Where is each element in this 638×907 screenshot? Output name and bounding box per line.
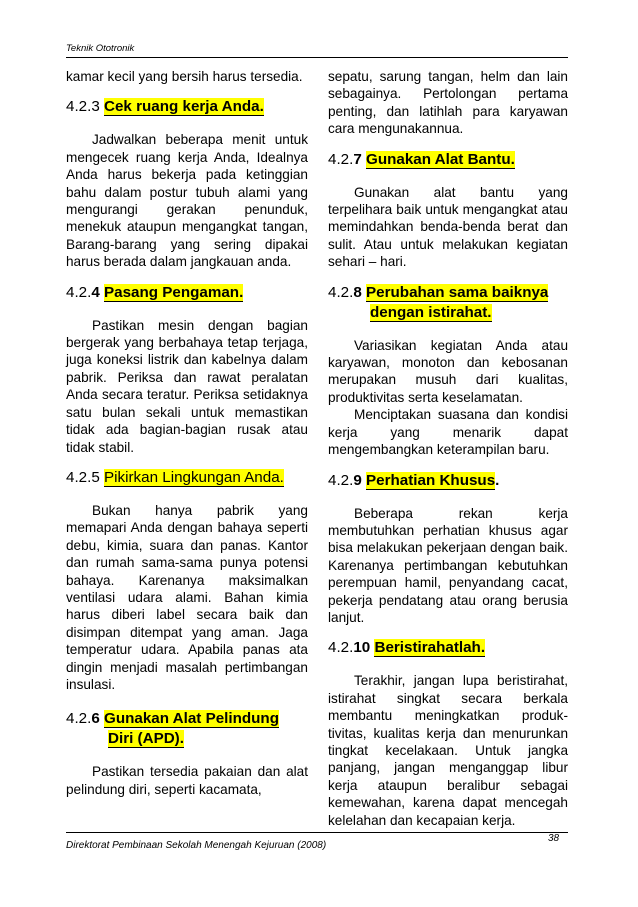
heading-title: Perhatian Khusus bbox=[366, 471, 496, 489]
heading-4-2-9 bbox=[328, 471, 568, 491]
left-column bbox=[66, 68, 308, 798]
heading-number: 4.2.7 bbox=[328, 150, 362, 168]
heading-number: 4.2.5 bbox=[66, 468, 100, 486]
header-rule bbox=[66, 57, 568, 58]
heading-4-2-4 bbox=[66, 283, 308, 303]
right-column bbox=[328, 68, 568, 829]
paragraph-4-2-6: Pastikan tersedia pakaian dan alat pelindung diri, seperti kacamata, bbox=[66, 764, 308, 797]
heading-4-2-7 bbox=[328, 150, 568, 170]
heading-4-2-10 bbox=[328, 638, 568, 658]
heading-title: Cek ruang kerja Anda. bbox=[104, 98, 264, 116]
left-intro-text: kamar kecil yang bersih harus tersedia. bbox=[66, 69, 303, 84]
right-intro-text: sepatu, sarung tangan, helm dan lain sebagainya. Pertolongan pertama penting, dan latihlah para karyawan cara mengunakannua. bbox=[328, 69, 568, 137]
footer-text: Direktorat Pembinaan Sekolah Menengah Kejuruan (2008) bbox=[66, 840, 327, 851]
heading-number: 4.2.4 bbox=[66, 283, 100, 301]
heading-title: Gunakan Alat Pelindung Diri (APD). bbox=[104, 710, 279, 748]
heading-title: Beristirahatlah. bbox=[374, 639, 486, 657]
heading-4-2-8 bbox=[328, 283, 568, 323]
paragraph-4-2-10: Terakhir, jangan lupa beristirahat, istirahat singkat secara berkala membantu meningkatkan produk-tivitas, kualitas kerja dan menurunkan tingkat kecelakaan. Untuk jangka panjang, jangan menganggap libur kerja ataupun beralibur sebagai kemewahan, karena dapat mencegah kelelahan dan kecapaian kerja. bbox=[328, 673, 568, 828]
heading-4-2-5 bbox=[66, 468, 308, 488]
page-number: 38 bbox=[548, 833, 560, 844]
heading-number: 4.2.3 bbox=[66, 98, 100, 116]
paragraph-4-2-7: Gunakan alat bantu yang terpelihara baik untuk mengangkat atau memindahkan benda-benda berat dan sulit. Atau untuk melakukan kegiatan sehari – hari. bbox=[328, 184, 568, 270]
paragraph-4-2-3: Jadwalkan beberapa menit untuk mengecek ruang kerja Anda, Idealnya Anda harus bekerja pada ketinggian bahu dalam postur tubuh alami yang mengurangi gerakan penunduk, menekuk ataupun mengangkat tangan, Barang-barang yang sering dipakai harus berada dalam jangkauan anda. bbox=[66, 132, 308, 270]
heading-title: Perubahan sama baiknya dengan istirahat. bbox=[366, 283, 549, 321]
heading-number: 4.2.8 bbox=[328, 283, 362, 301]
heading-title: Pasang Pengaman. bbox=[104, 283, 244, 301]
heading-4-2-3 bbox=[66, 97, 308, 117]
heading-4-2-6 bbox=[66, 709, 308, 749]
paragraph-4-2-4: Pastikan mesin dengan bagian bergerak yang berbahaya tetap terjaga, juga koneksi listrik dan kabelnya dalam pabrik. Periksa dan rawat peralatan Anda secara teratur. Periksa setidaknya satu bulan sekali untuk memastikan tidak ada bagian-bagian rusak atau tidak stabil. bbox=[66, 317, 308, 455]
paragraph-4-2-5: Bukan hanya pabrik yang memapari Anda dengan bahaya seperti debu, kimia, suara dan panas. Kantor dan rumah sama-sama punya potensi bahaya. Karenanya maksimalkan ventilasi udara alami. Bahan kimia harus diberi label secara baik dan disimpan ditempat yang aman. Jaga temperatur udara. Apabila panas ata dingin menjadi masalah pertimbangan insulasi. bbox=[66, 502, 308, 692]
paragraph-4-2-8b: Menciptakan suasana dan kondisi kerja yang menarik dapat mengembangkan keterampilan baru. bbox=[328, 407, 568, 458]
heading-title: Pikirkan Lingkungan Anda. bbox=[104, 468, 284, 486]
paragraph-4-2-9: Beberapa rekan kerja membutuhkan perhatian khusus agar bisa melakukan pekerjaan dengan baik. Karenanya pertimbangan kebutuhkan perempuan hamil, penyandang cacat, pekerja pendatang atau orang berusia lanjut. bbox=[328, 505, 568, 625]
heading-title: Gunakan Alat Bantu. bbox=[366, 150, 515, 168]
paragraph-4-2-8a: Variasikan kegiatan Anda atau karyawan, monoton dan kebosanan merupakan musuh dari kualitas, produktivitas serta keselamatan. bbox=[328, 337, 568, 405]
heading-title-tail: . bbox=[495, 471, 500, 489]
heading-number: 4.2.6 bbox=[66, 710, 100, 728]
footer-rule bbox=[66, 832, 568, 833]
heading-number: 4.2.10 bbox=[328, 639, 371, 657]
running-header: Teknik Ototronik bbox=[66, 43, 135, 54]
heading-number: 4.2.9 bbox=[328, 471, 362, 489]
